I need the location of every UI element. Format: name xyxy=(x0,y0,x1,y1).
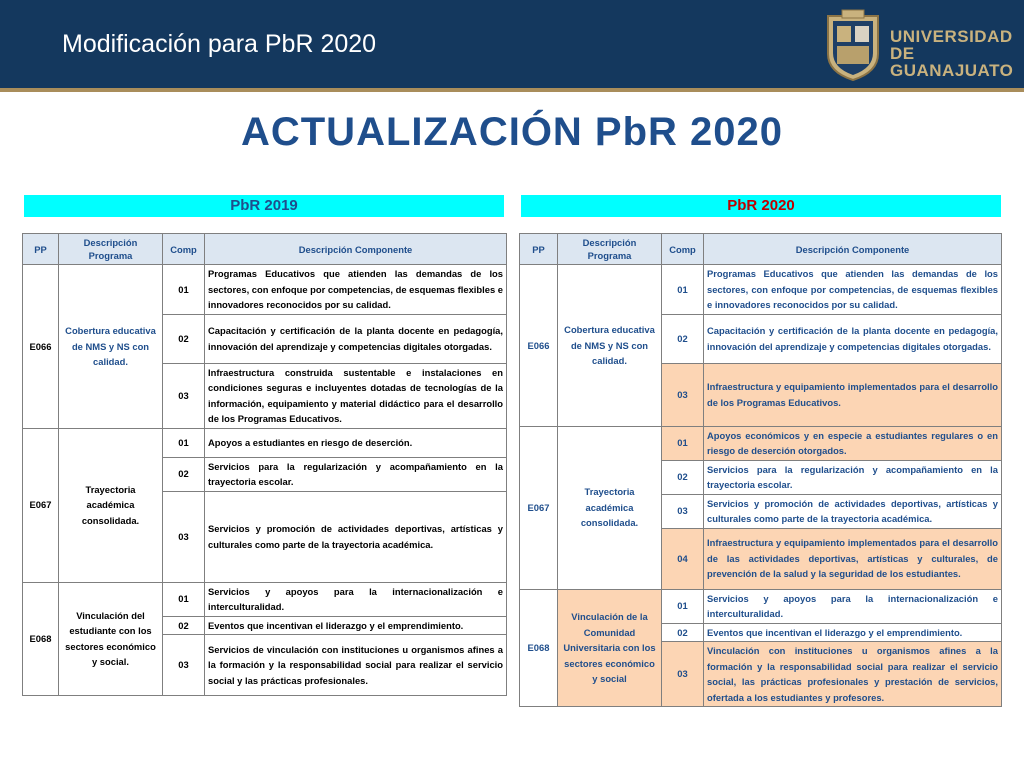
col-header-descripcion-programa: Descripción Programa xyxy=(59,234,163,265)
pp-cell: E067 xyxy=(520,426,558,589)
comp-cell: 03 xyxy=(163,363,205,428)
component-desc-cell: Servicios y apoyos para la internacionalización e interculturalidad. xyxy=(205,582,507,616)
component-desc-cell: Servicios para la regularización y acompañamiento en la trayectoria escolar. xyxy=(704,460,1002,494)
comp-cell: 04 xyxy=(662,528,704,589)
comp-cell: 01 xyxy=(662,265,704,315)
col-header-descripcion-componente: Descripción Componente xyxy=(704,234,1002,265)
comp-cell: 03 xyxy=(662,494,704,528)
component-desc-cell: Capacitación y certificación de la planta docente en pedagogía, innovación del aprendizaje y competencias digitales otorgadas. xyxy=(205,314,507,363)
col-header-comp: Comp xyxy=(662,234,704,265)
component-desc-cell: Infraestructura construida sustentable e instalaciones en condiciones seguras e incluyentes dotadas de tecnologías de la información, equipamiento y material didáctico para el desarrollo de los Programas Educativos. xyxy=(205,363,507,428)
col-header-comp: Comp xyxy=(163,234,205,265)
table-row xyxy=(23,265,507,315)
header-title: Modificación para PbR 2020 xyxy=(62,30,377,58)
comp-cell: 02 xyxy=(662,314,704,363)
pp-cell: E066 xyxy=(23,265,59,429)
program-desc-cell-highlighted: Vinculación de la Comunidad Universitaria con los sectores económico y social xyxy=(558,589,662,707)
university-crest-icon xyxy=(822,8,884,82)
table-row xyxy=(23,582,507,616)
table-row xyxy=(23,428,507,457)
table-row xyxy=(520,265,1002,315)
component-desc-cell-highlighted: Infraestructura y equipamiento implementados para el desarrollo de las actividades deportivas, artísticas y culturales, de prevención de la salud y la seguridad de los estudiantes. xyxy=(704,528,1002,589)
comp-cell: 01 xyxy=(163,428,205,457)
program-desc-cell: Cobertura educativa de NMS y NS con calidad. xyxy=(59,265,163,429)
component-desc-cell: Servicios y apoyos para la internacionalización e interculturalidad. xyxy=(704,589,1002,623)
pp-cell: E068 xyxy=(520,589,558,707)
component-desc-cell-highlighted: Apoyos económicos y en especie a estudiantes regulares o en riesgo de deserción otorgados. xyxy=(704,426,1002,460)
component-desc-cell: Servicios de vinculación con instituciones u organismos afines a la formación y la responsabilidad social para realizar el servicio social y las prácticas profesionales. xyxy=(205,635,507,696)
program-desc-cell: Trayectoria académica consolidada. xyxy=(558,426,662,589)
comp-cell: 02 xyxy=(163,457,205,491)
table-pbr-2019 xyxy=(22,233,507,696)
table-header-row xyxy=(520,234,1002,265)
comp-cell: 01 xyxy=(163,582,205,616)
component-desc-cell: Apoyos a estudiantes en riesgo de deserción. xyxy=(205,428,507,457)
page-title: ACTUALIZACIÓN PbR 2020 xyxy=(240,110,784,154)
header-bar xyxy=(0,0,1024,88)
band-pbr-2019: PbR 2019 xyxy=(24,195,504,217)
comp-cell: 03 xyxy=(163,491,205,582)
pp-cell: E067 xyxy=(23,428,59,582)
comp-cell: 02 xyxy=(662,460,704,494)
component-desc-cell: Servicios y promoción de actividades deportivas, artísticas y culturales como parte de la trayectoria académica. xyxy=(205,491,507,582)
comp-cell: 03 xyxy=(163,635,205,696)
comp-cell: 03 xyxy=(662,363,704,426)
component-desc-cell: Servicios para la regularización y acompañamiento en la trayectoria escolar. xyxy=(205,457,507,491)
comp-cell: 02 xyxy=(662,623,704,642)
col-header-pp: PP xyxy=(23,234,59,265)
comp-cell: 03 xyxy=(662,642,704,707)
component-desc-cell: Servicios y promoción de actividades deportivas, artísticas y culturales como parte de la trayectoria académica. xyxy=(704,494,1002,528)
table-row xyxy=(520,589,1002,623)
comp-cell: 01 xyxy=(662,426,704,460)
table-row xyxy=(520,426,1002,460)
program-desc-cell: Trayectoria académica consolidada. xyxy=(59,428,163,582)
component-desc-cell-highlighted: Vinculación con instituciones u organismos afines a la formación y la responsabilidad social para realizar el servicio social, las prácticas profesionales y prestación de servicios, ofertada a los estudiantes y profesores. xyxy=(704,642,1002,707)
pp-cell: E066 xyxy=(520,265,558,427)
comp-cell: 01 xyxy=(662,589,704,623)
comp-cell: 01 xyxy=(163,265,205,315)
university-name-line1: UNIVERSIDAD DE xyxy=(890,27,1013,63)
component-desc-cell-highlighted: Infraestructura y equipamiento implementados para el desarrollo de los Programas Educativos. xyxy=(704,363,1002,426)
header-gold-divider xyxy=(0,88,1024,92)
col-header-descripcion-programa: Descripción Programa xyxy=(558,234,662,265)
program-desc-cell: Vinculación del estudiante con los sectores económico y social. xyxy=(59,582,163,696)
university-name xyxy=(890,28,1024,79)
component-desc-cell: Programas Educativos que atienden las demandas de los sectores, con enfoque por competencias, de esquemas flexibles e innovadores reconocidos por su calidad. xyxy=(205,265,507,315)
pp-cell: E068 xyxy=(23,582,59,696)
program-desc-cell: Cobertura educativa de NMS y NS con calidad. xyxy=(558,265,662,427)
table-header-row xyxy=(23,234,507,265)
col-header-descripcion-componente: Descripción Componente xyxy=(205,234,507,265)
band-pbr-2020: PbR 2020 xyxy=(521,195,1001,217)
university-name-line2: GUANAJUATO xyxy=(890,61,1014,80)
component-desc-cell: Capacitación y certificación de la planta docente en pedagogía, innovación del aprendizaje y competencias digitales otorgadas. xyxy=(704,314,1002,363)
table-pbr-2020 xyxy=(519,233,1002,707)
comp-cell: 02 xyxy=(163,314,205,363)
col-header-pp: PP xyxy=(520,234,558,265)
component-desc-cell: Programas Educativos que atienden las demandas de los sectores, con enfoque por competencias, de esquemas flexibles e innovadores reconocidos por su calidad. xyxy=(704,265,1002,315)
comp-cell: 02 xyxy=(163,616,205,635)
component-desc-cell: Eventos que incentivan el liderazgo y el emprendimiento. xyxy=(704,623,1002,642)
component-desc-cell: Eventos que incentivan el liderazgo y el emprendimiento. xyxy=(205,616,507,635)
